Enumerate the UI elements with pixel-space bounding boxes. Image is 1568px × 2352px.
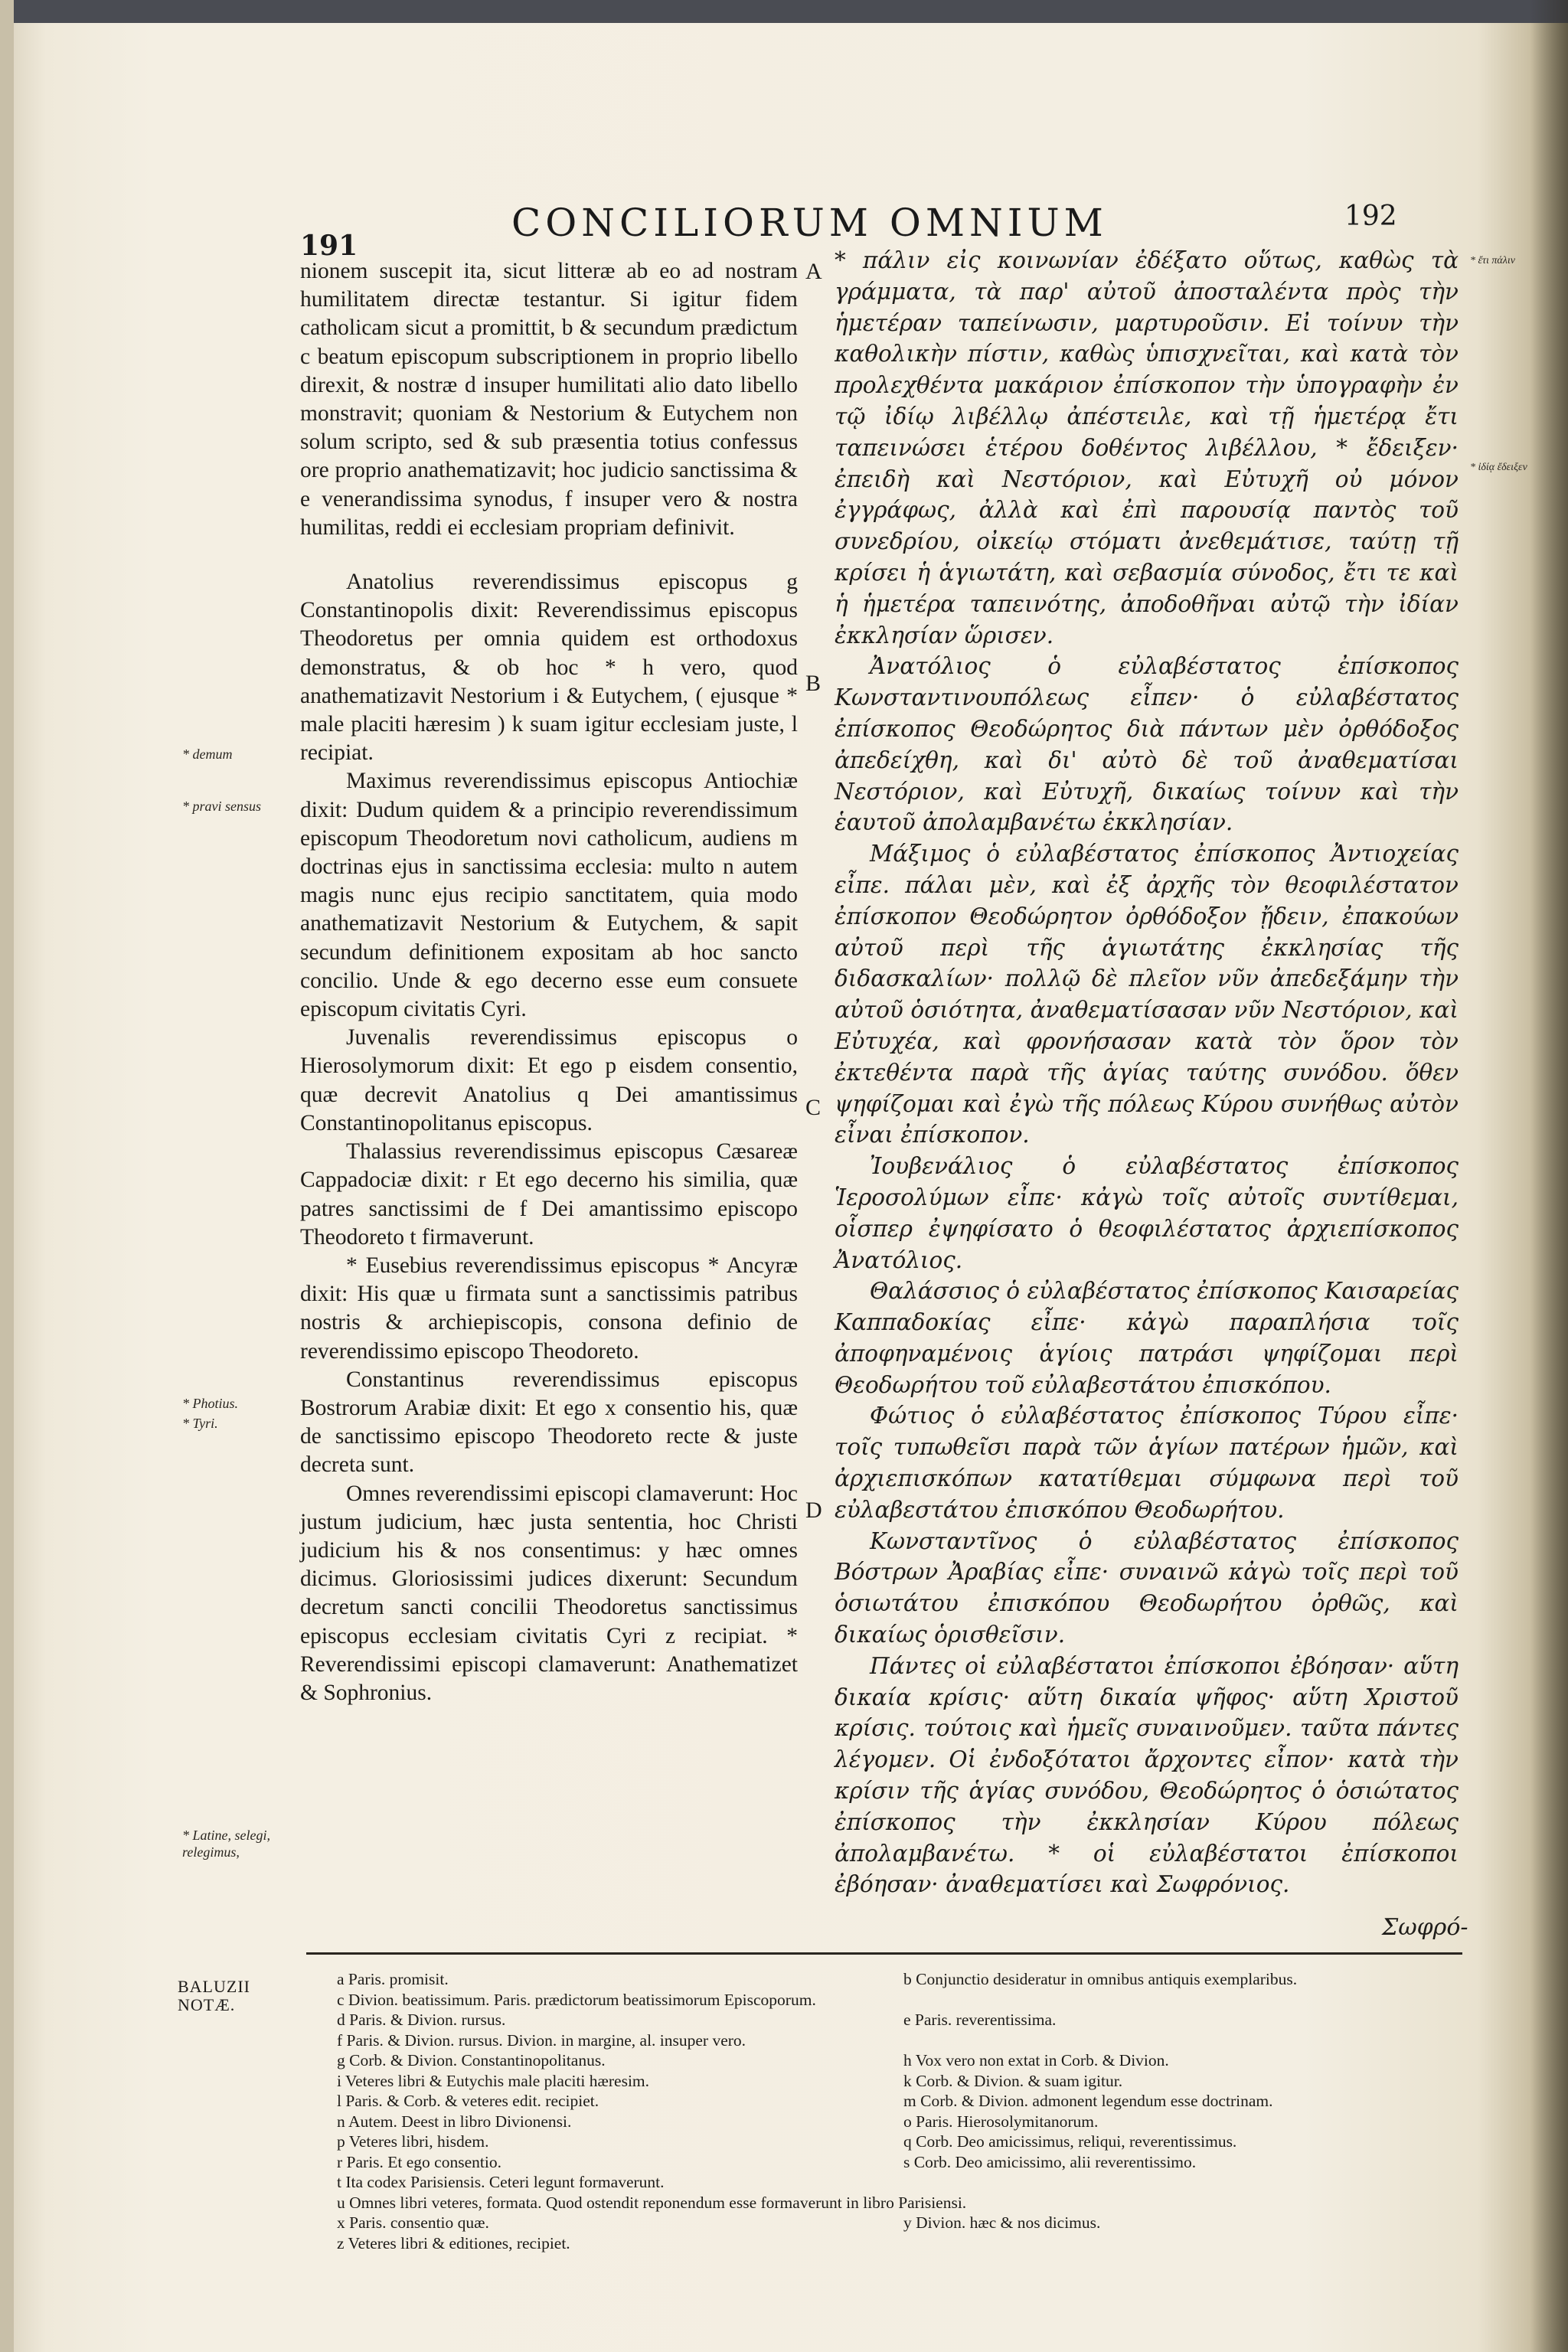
note: t Ita codex Parisiensis. Ceteri legunt formaverunt.	[337, 2173, 665, 2191]
greek-paragraph: Πάντες οἱ εὐλαβέστατοι ἐπίσκοποι ἐβόησαν· αὕτη δικαία κρίσις· αὕτη δικαία ψῆφος· αὕτη Χριστοῦ κρίσις. τούτοις καὶ ἡμεῖς συναινοῦμεν. ταῦτα πάντες λέγομεν. Οἱ ἐνδοξότατοι ἄρχοντες εἶπον· κατὰ τὴν κρίσιν τῆς ἁγίας συνόδου, Θεοδώρητος ὁ ὁσιώτατος ἐπίσκοπος τὴν ἐκκλησίαν Κύρου πόλεως ἀπολαμβανέτω. * οἱ εὐλαβέστατοι ἐπίσκοποι ἐβόησαν· ἀναθεματίσει καὶ Σωφρόνιος.	[835, 1652, 1459, 1898]
margin-note: * Tyri.	[182, 1416, 218, 1431]
latin-paragraph: Anatolius reverendissimus episcopus g Constantinopolis dixit: Reverendissimus episcopus Theodoretus per omnia quidem est orthodoxus demonstratus, & ob hoc * h vero, quod anathematizavit Nestorium i & Eutychem, ( ejusque * male placiti hæresim ) k suam igitur ecclesiam juste, l recipiat.	[300, 570, 798, 766]
greek-paragraph: * πάλιν εἰς κοινωνίαν ἐδέξατο οὕτως, καθὼς τὰ γράμματα, τὰ παρ' αὐτοῦ ἀποσταλέντα πρὸς τὴν ἡμετέραν ταπείνωσιν, μαρτυροῦσιν. Εἰ τοίνυν τὴν καθολικὴν πίστιν, καθὼς ὑπισχνεῖται, καὶ κατὰ τὸν προλεχθέντα μακάριον ἐπίσκοπον τὴν ὑπογραφὴν ἐν τῷ ἰδίῳ λιβέλλῳ ἀπέστειλε, καὶ τῇ ἡμετέρᾳ ἔτι ταπεινώσει ἑτέρου δοθέντος λιβέλλου, * ἔδειξεν· ἐπειδὴ καὶ Νεστόριον, καὶ Εὐτυχῆ οὐ μόνον ἐγγράφως, ἀλλὰ καὶ ἐπὶ παρουσίᾳ παντὸς τοῦ συνεδρίου, οἰκείῳ στόματι ἀνεθεμάτισε, ταύτῃ τῇ κρίσει ἡ ἁγιωτάτη, καὶ σεβασμία σύνοδος, ἔτι τε καὶ ἡ ἡμετέρα ταπεινότης, ἀποδοθῆναι αὐτῷ τὴν ἰδίαν ἐκκλησίαν ὥρισεν.	[835, 247, 1459, 648]
note: y Divion. hæc & nos dicimus.	[903, 2213, 1101, 2232]
note	[903, 1990, 1455, 2011]
note: s Corb. Deo amicissimo, alii reverentissimo.	[903, 2152, 1197, 2171]
page-stack-edge	[0, 0, 14, 2352]
section-marker-c: C	[805, 1095, 822, 1120]
latin-paragraph: * Eusebius reverendissimus episcopus * Ancyræ dixit: His quæ u firmata sunt a sanctissimis patribus nostris & archiepiscopis, consona definio de reverendissimo episcopo Theodoreto.	[300, 1253, 798, 1364]
note-row	[337, 2030, 1455, 2051]
note: e Paris. reverentissima.	[903, 2011, 1057, 2029]
note: f Paris. & Divion. rursus. Divion. in margine, al. insuper vero.	[337, 2030, 746, 2050]
page-gutter-shadow	[1530, 0, 1568, 2352]
greek-paragraph: Κωνσταντῖνος ὁ εὐλαβέστατος ἐπίσκοπος Βόστρων Ἀραβίας εἶπε· συναινῶ κἀγὼ τοῖς περὶ τοῦ ὁσιωτάτου ἐπισκόπου Θεοδωρήτου ὀρθῶς, καὶ δικαίως ὁρισθεῖσιν.	[835, 1527, 1459, 1648]
note: i Veteres libri & Eutychis male placiti hæresim.	[337, 2071, 650, 2090]
note: g Corb. & Divion. Constantinopolitanus.	[337, 2051, 606, 2069]
note-row	[337, 2091, 1455, 2112]
notes-label	[178, 1978, 250, 2014]
running-title: CONCILIORUM OMNIUM	[511, 201, 1108, 245]
section-marker-d: D	[805, 1498, 822, 1523]
note: a Paris. promisit.	[337, 1970, 449, 1988]
greek-paragraph: Μάξιμος ὁ εὐλαβέστατος ἐπίσκοπος Ἀντιοχείας εἶπε. πάλαι μὲν, καὶ ἐξ ἀρχῆς τὸν θεοφιλέστατον ἐπίσκοπον Θεοδώρητον ὀρθόδοξον ᾔδειν, ἐπακούων αὐτοῦ περὶ τῆς ἁγιωτάτης ἐκκλησίας τῆς διδασκαλίων· πολλῷ δὲ πλεῖον νῦν ἀπεδεξάμην τὴν αὐτοῦ ὁσιότητα, ἀναθεματίσασαν νῦν Νεστόριον, καὶ Εὐτυχέα, καὶ φρονήσασαν κατὰ τὸν ὅρον τὸν ἐκτεθέντα παρὰ τῆς ἁγίας ταύτης συνόδου. ὅθεν ψηφίζομαι καὶ ἐγὼ τῆς πόλεως Κύρου συνήθως αὐτὸν εἶναι ἐπίσκοπον.	[835, 841, 1459, 1148]
note: l Paris. & Corb. & veteres edit. recipiet.	[337, 2092, 599, 2110]
note	[903, 2030, 1455, 2051]
margin-note-right: * ἔτι πάλιν	[1470, 255, 1515, 266]
section-marker-b: B	[805, 671, 822, 696]
margin-note: * pravi sensus	[182, 799, 261, 814]
note-row	[337, 2010, 1455, 2030]
note: b Conjunctio desideratur in omnibus antiquis exemplaribus.	[903, 1970, 1298, 1988]
greek-paragraph: Θαλάσσιος ὁ εὐλαβέστατος ἐπίσκοπος Καισαρείας Καππαδοκίας εἶπε· κἀγὼ παραπλήσια τοῖς ἀποφηναμένοις ἁγίοις πατράσι ψηφίζομαι περὶ Θεοδωρήτου τοῦ εὐλαβεστάτου ἐπισκόπου.	[835, 1278, 1459, 1398]
note-row	[337, 1990, 1455, 2011]
note: m Corb. & Divion. admonent legendum esse doctrinam.	[903, 2092, 1273, 2110]
note	[903, 2172, 1455, 2193]
note-row	[337, 2112, 1455, 2132]
baluzii-notes	[337, 1969, 1455, 2253]
right-page-number: 192	[1344, 201, 1397, 232]
note: c Divion. beatissimum. Paris. prædictorum beatissimorum Episcoporum.	[337, 1990, 816, 2009]
greek-paragraph: Φώτιος ὁ εὐλαβέστατος ἐπίσκοπος Τύρου εἶπε· τοῖς τυπωθεῖσι παρὰ τῶν ἁγίων πατέρων ἡμῶν, καὶ ἀρχιεπισκόπων κατατίθεμαι σύμφωνα περὶ τοῦ εὐλαβεστάτου ἐπισκόπου Θεοδωρήτου.	[835, 1403, 1459, 1523]
note: p Veteres libri, hisdem.	[337, 2132, 489, 2151]
latin-column	[300, 257, 798, 1707]
note: z Veteres libri & editiones, recipiet.	[337, 2233, 570, 2252]
note	[903, 2233, 1455, 2254]
margin-note: * Photius.	[182, 1396, 239, 1411]
notes-label-line: NOTÆ.	[178, 1995, 236, 2014]
greek-paragraph: Ἰουβενάλιος ὁ εὐλαβέστατος ἐπίσκοπος Ἱεροσολύμων εἶπε· κἀγὼ τοῖς αὐτοῖς συντίθεμαι, οἷσπερ ἐψηφίσατο ὁ θεοφιλέστατος ἀρχιεπίσκοπος Ἀνατόλιος.	[835, 1153, 1459, 1273]
note: n Autem. Deest in libro Divionensi.	[337, 2112, 572, 2131]
scan-top-edge	[0, 0, 1568, 23]
note-row	[337, 2071, 1455, 2092]
note-row	[337, 2233, 1455, 2254]
latin-paragraph: Juvenalis reverendissimus episcopus o Hierosolymorum dixit: Et ego p eisdem consentio, quæ decrevit Anatolius q Dei amantissimus Constantinopolitanus episcopus.	[300, 1025, 798, 1135]
note: x Paris. consentio quæ.	[337, 2213, 489, 2232]
note: o Paris. Hierosolymitanorum.	[903, 2112, 1099, 2131]
note: h Vox vero non extat in Corb. & Divion.	[903, 2051, 1169, 2069]
note-row	[337, 2132, 1455, 2152]
note-row	[337, 2213, 1455, 2233]
note-row	[337, 2193, 1455, 2213]
latin-paragraph: Omnes reverendissimi episcopi clamaverunt: Hoc justum judicium, hæc justa sententia, hoc Christi judicium his & nos consentimus: y hæc omnes dicimus. Gloriosissimi judices dixerunt: Secundum decretum sancti concilii Theodoretus sanctissimus episcopus ecclesiam civitatis Cyri z recipiat. * Reverendissimi episcopi clamaverunt: Anathematizet & Sophronius.	[300, 1481, 798, 1705]
note: u Omnes libri veteres, formata. Quod ostendit reponendum esse formaverunt in libro Parisiensi.	[337, 2193, 967, 2212]
latin-paragraph: nionem suscepit ita, sicut litteræ ab eo ad nostram humilitatem directæ testantur. Si igitur fidem catholicam sicut a promittit, b & secundum prædictum c beatum episcopum subscriptionem in proprio libello direxit, & nostræ d insuper humilitati alio dato libello monstravit; quoniam & Nestorium & Eutychem non solum scripto, sed & sub præsentia totius confessus ore proprio anathematizavit; hoc judicio sanctissima & e venerandissima synodus, f insuper vero & nostra humilitas, reddi ei ecclesiam propriam definivit.	[300, 259, 798, 540]
left-page-number: 191	[300, 230, 358, 262]
section-marker-a: A	[805, 259, 822, 284]
note: d Paris. & Divion. rursus.	[337, 2011, 506, 2029]
greek-column	[835, 245, 1459, 1900]
catchword: Σωφρό-	[1382, 1914, 1468, 1941]
note	[903, 2193, 1455, 2213]
note: q Corb. Deo amicissimus, reliqui, reverentissimus.	[903, 2132, 1237, 2151]
note: r Paris. Et ego consentio.	[337, 2152, 501, 2171]
margin-note-right: * ἰδίᾳ ἔδειξεν	[1470, 462, 1527, 473]
note-row	[337, 2172, 1455, 2193]
latin-paragraph: Thalassius reverendissimus episcopus Cæsareæ Cappadociæ dixit: r Et ego decerno his similia, quæ patres sanctissimi de f Dei amantissimo episcopo Theodoreto t firmaverunt.	[300, 1139, 798, 1250]
notes-label-line: BALUZII	[178, 1977, 250, 1996]
note-row	[337, 2152, 1455, 2173]
latin-paragraph: Maximus reverendissimus episcopus Antiochiæ dixit: Dudum quidem & a principio reverendissimum episcopum Theodoretum novi catholicum, audiens m doctrinas ejus in sanctissima ecclesia: multo n autem magis nunc ejus recipio sanctitatem, quia modo anathematizavit Nestorium & Eutychem, & sapit secundum definitionem expositam ab hoc sancto concilio. Unde & ego decerno esse eum consuete episcopum civitatis Cyri.	[300, 769, 798, 1022]
margin-note: * Latine, selegi, relegimus,	[182, 1828, 270, 1860]
note: k Corb. & Divion. & suam igitur.	[903, 2071, 1123, 2090]
footnote-rule	[306, 1952, 1462, 1955]
greek-paragraph: Ἀνατόλιος ὁ εὐλαβέστατος ἐπίσκοπος Κωνσταντινουπόλεως εἶπεν· ὁ εὐλαβέστατος ἐπίσκοπος Θεοδώρητος διὰ πάντων μὲν ὀρθόδοξος ἀπεδείχθη, καὶ δι' αὐτὸ δὲ τοῦ ἀναθεματίσαι Νεστόριον, καὶ Εὐτυχῆ, δικαίως τοίνυν καὶ τὴν ἑαυτοῦ ἀπολαμβανέτω ἐκκλησίαν.	[835, 653, 1459, 836]
latin-paragraph: Constantinus reverendissimus episcopus Bostrorum Arabiæ dixit: Et ego x consentio his, quæ de sanctissimo episcopo Theodoreto recte & juste decreta sunt.	[300, 1367, 798, 1478]
note-row	[337, 1969, 1455, 1990]
note-row	[337, 2050, 1455, 2071]
margin-note: * demum	[182, 746, 233, 762]
